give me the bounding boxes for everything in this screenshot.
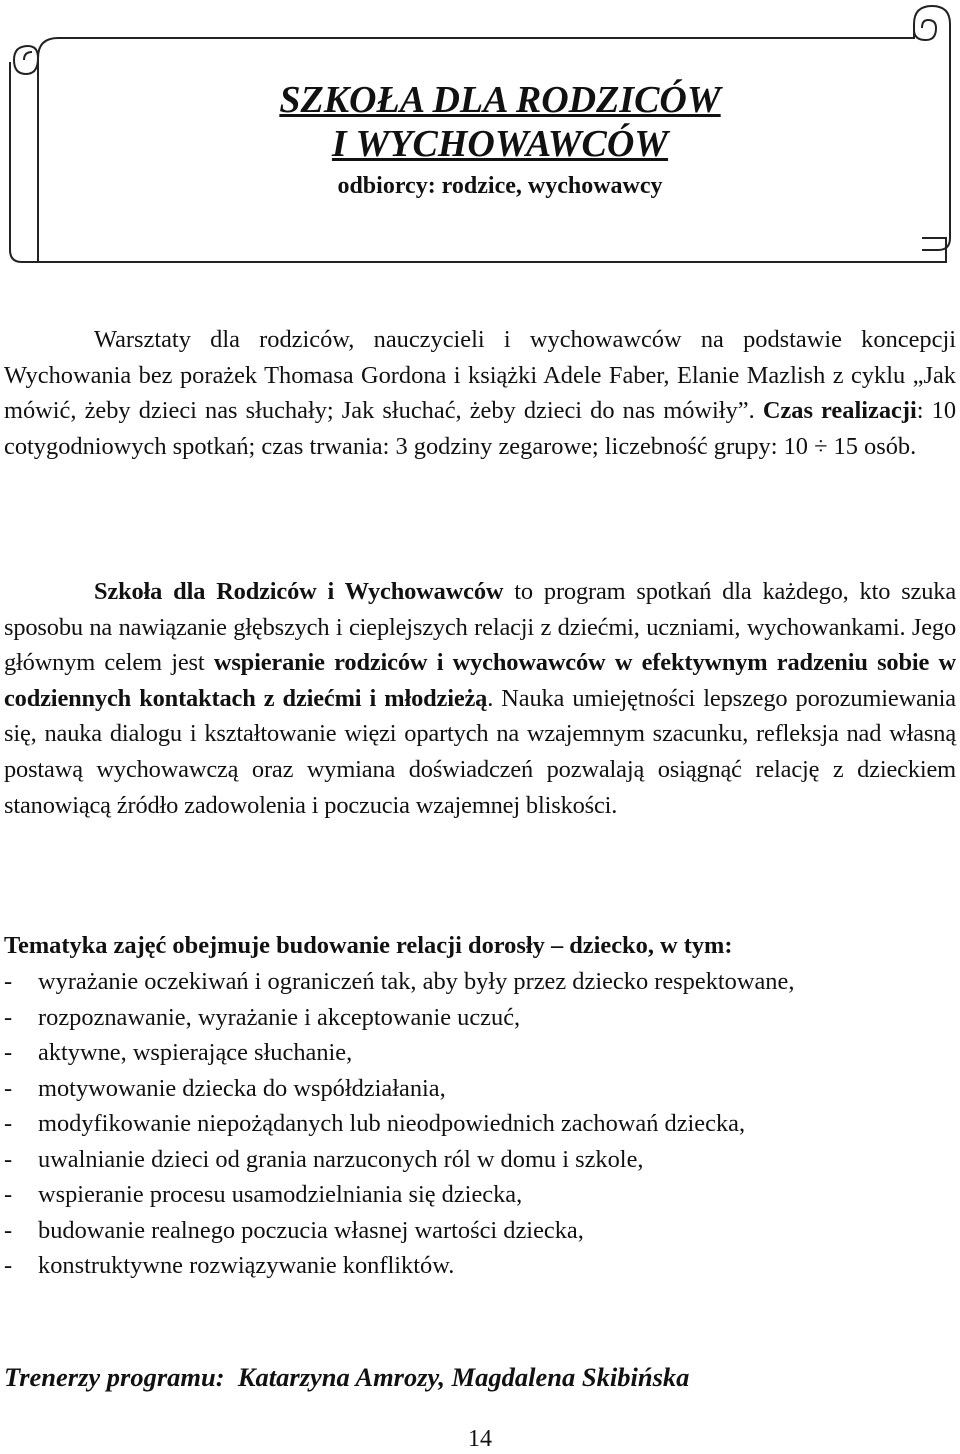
- trainers-names: Katarzyna Amrozy, Magdalena Skibińska: [237, 1362, 690, 1392]
- list-item-text: aktywne, wspierające słuchanie,: [38, 1039, 353, 1066]
- list-item-text: rozpoznawanie, wyrażanie i akceptowanie uczuć,: [38, 1003, 521, 1031]
- page-title-line-1: SZKOŁA DLA RODZICÓW: [279, 79, 721, 121]
- topics-heading: Tematyka zajęć obejmuje budowanie relacji dorosły – dziecko, w tym:: [4, 932, 733, 959]
- time-label: Czas realizacji: [762, 397, 917, 425]
- list-item: [4, 1071, 956, 1107]
- topics-list: [4, 964, 956, 1284]
- list-bullet: -: [4, 1110, 13, 1137]
- list-item: [4, 964, 956, 1000]
- description-text-1: to program spotkań dla każdego, kto szuka sposobu na nawiązanie głębszych i cieplejszych relacji z dziećmi, uczniami, wychowankami. Jego głównym celem jest: [4, 578, 956, 677]
- list-item: [4, 1248, 956, 1284]
- program-name: Szkoła dla Rodziców i Wychowawców: [94, 578, 504, 605]
- list-item-text: wspieranie procesu usamodzielniania się dziecka,: [38, 1181, 523, 1208]
- list-bullet: -: [4, 968, 13, 995]
- list-item-text: budowanie realnego poczucia własnej wartości dziecka,: [38, 1216, 584, 1244]
- trainers-line: [4, 1359, 689, 1395]
- list-bullet: -: [4, 1145, 13, 1173]
- list-bullet: -: [4, 1252, 13, 1279]
- list-item-text: motywowanie dziecka do współdziałania,: [38, 1074, 446, 1102]
- intro-paragraph: [4, 322, 956, 464]
- page-subtitle: odbiorcy: rodzice, wychowawcy: [337, 173, 663, 199]
- list-item: [4, 1106, 956, 1142]
- page-title-line-2: I WYCHOWAWCÓW: [331, 123, 669, 165]
- list-bullet: -: [4, 1039, 13, 1066]
- list-item-text: konstruktywne rozwiązywanie konfliktów.: [38, 1252, 455, 1279]
- list-item: [4, 1142, 956, 1178]
- list-bullet: -: [4, 1216, 13, 1244]
- trainers-label: Trenerzy programu:: [4, 1362, 225, 1392]
- intro-text: Warsztaty dla rodziców, nauczycieli i wychowawców na podstawie koncepcji Wychowania bez porażek Thomasa Gordona i książki Adele Faber, Elanie Mazlish z cyklu „Jak mówić, żeby dzieci nas słuchały; Jak słuchać, żeby dzieci do nas mówiły”.: [4, 326, 956, 425]
- banner-title-block: [90, 78, 910, 202]
- list-item: [4, 1177, 956, 1213]
- description-text-2: . Nauka umiejętności lepszego porozumiewania się, nauka dialogu i kształtowanie więzi opartych na wzajemnym szacunku, refleksja nad własną postawą wychowawczą oraz wymiana doświadczeń pozwalają osiągnąć relację z dzieckiem stanowiącą źródło zadowolenia i poczucia wzajemnej bliskości.: [4, 684, 956, 819]
- description-paragraph: [4, 574, 956, 823]
- page-number: 14: [468, 1426, 492, 1452]
- list-item-text: modyfikowanie niepożądanych lub nieodpowiednich zachowań dziecka,: [38, 1110, 746, 1137]
- list-item: [4, 1035, 956, 1071]
- list-item: [4, 1213, 956, 1249]
- list-item: [4, 1000, 956, 1036]
- list-bullet: -: [4, 1003, 13, 1031]
- program-goal: wspieranie rodziców i wychowawców w efektywnym radzeniu sobie w codziennych kontaktach z dziećmi i młodzieżą: [4, 649, 957, 712]
- list-item-text: uwalnianie dzieci od grania narzuconych ról w domu i szkole,: [38, 1145, 644, 1173]
- list-bullet: -: [4, 1074, 13, 1102]
- list-bullet: -: [4, 1181, 13, 1208]
- time-text: : 10 cotygodniowych spotkań; czas trwania: 3 godziny zegarowe; liczebność grupy: 10 ÷ 15 osób.: [4, 397, 957, 460]
- list-item-text: wyrażanie oczekiwań i ograniczeń tak, aby były przez dziecko respektowane,: [38, 968, 795, 995]
